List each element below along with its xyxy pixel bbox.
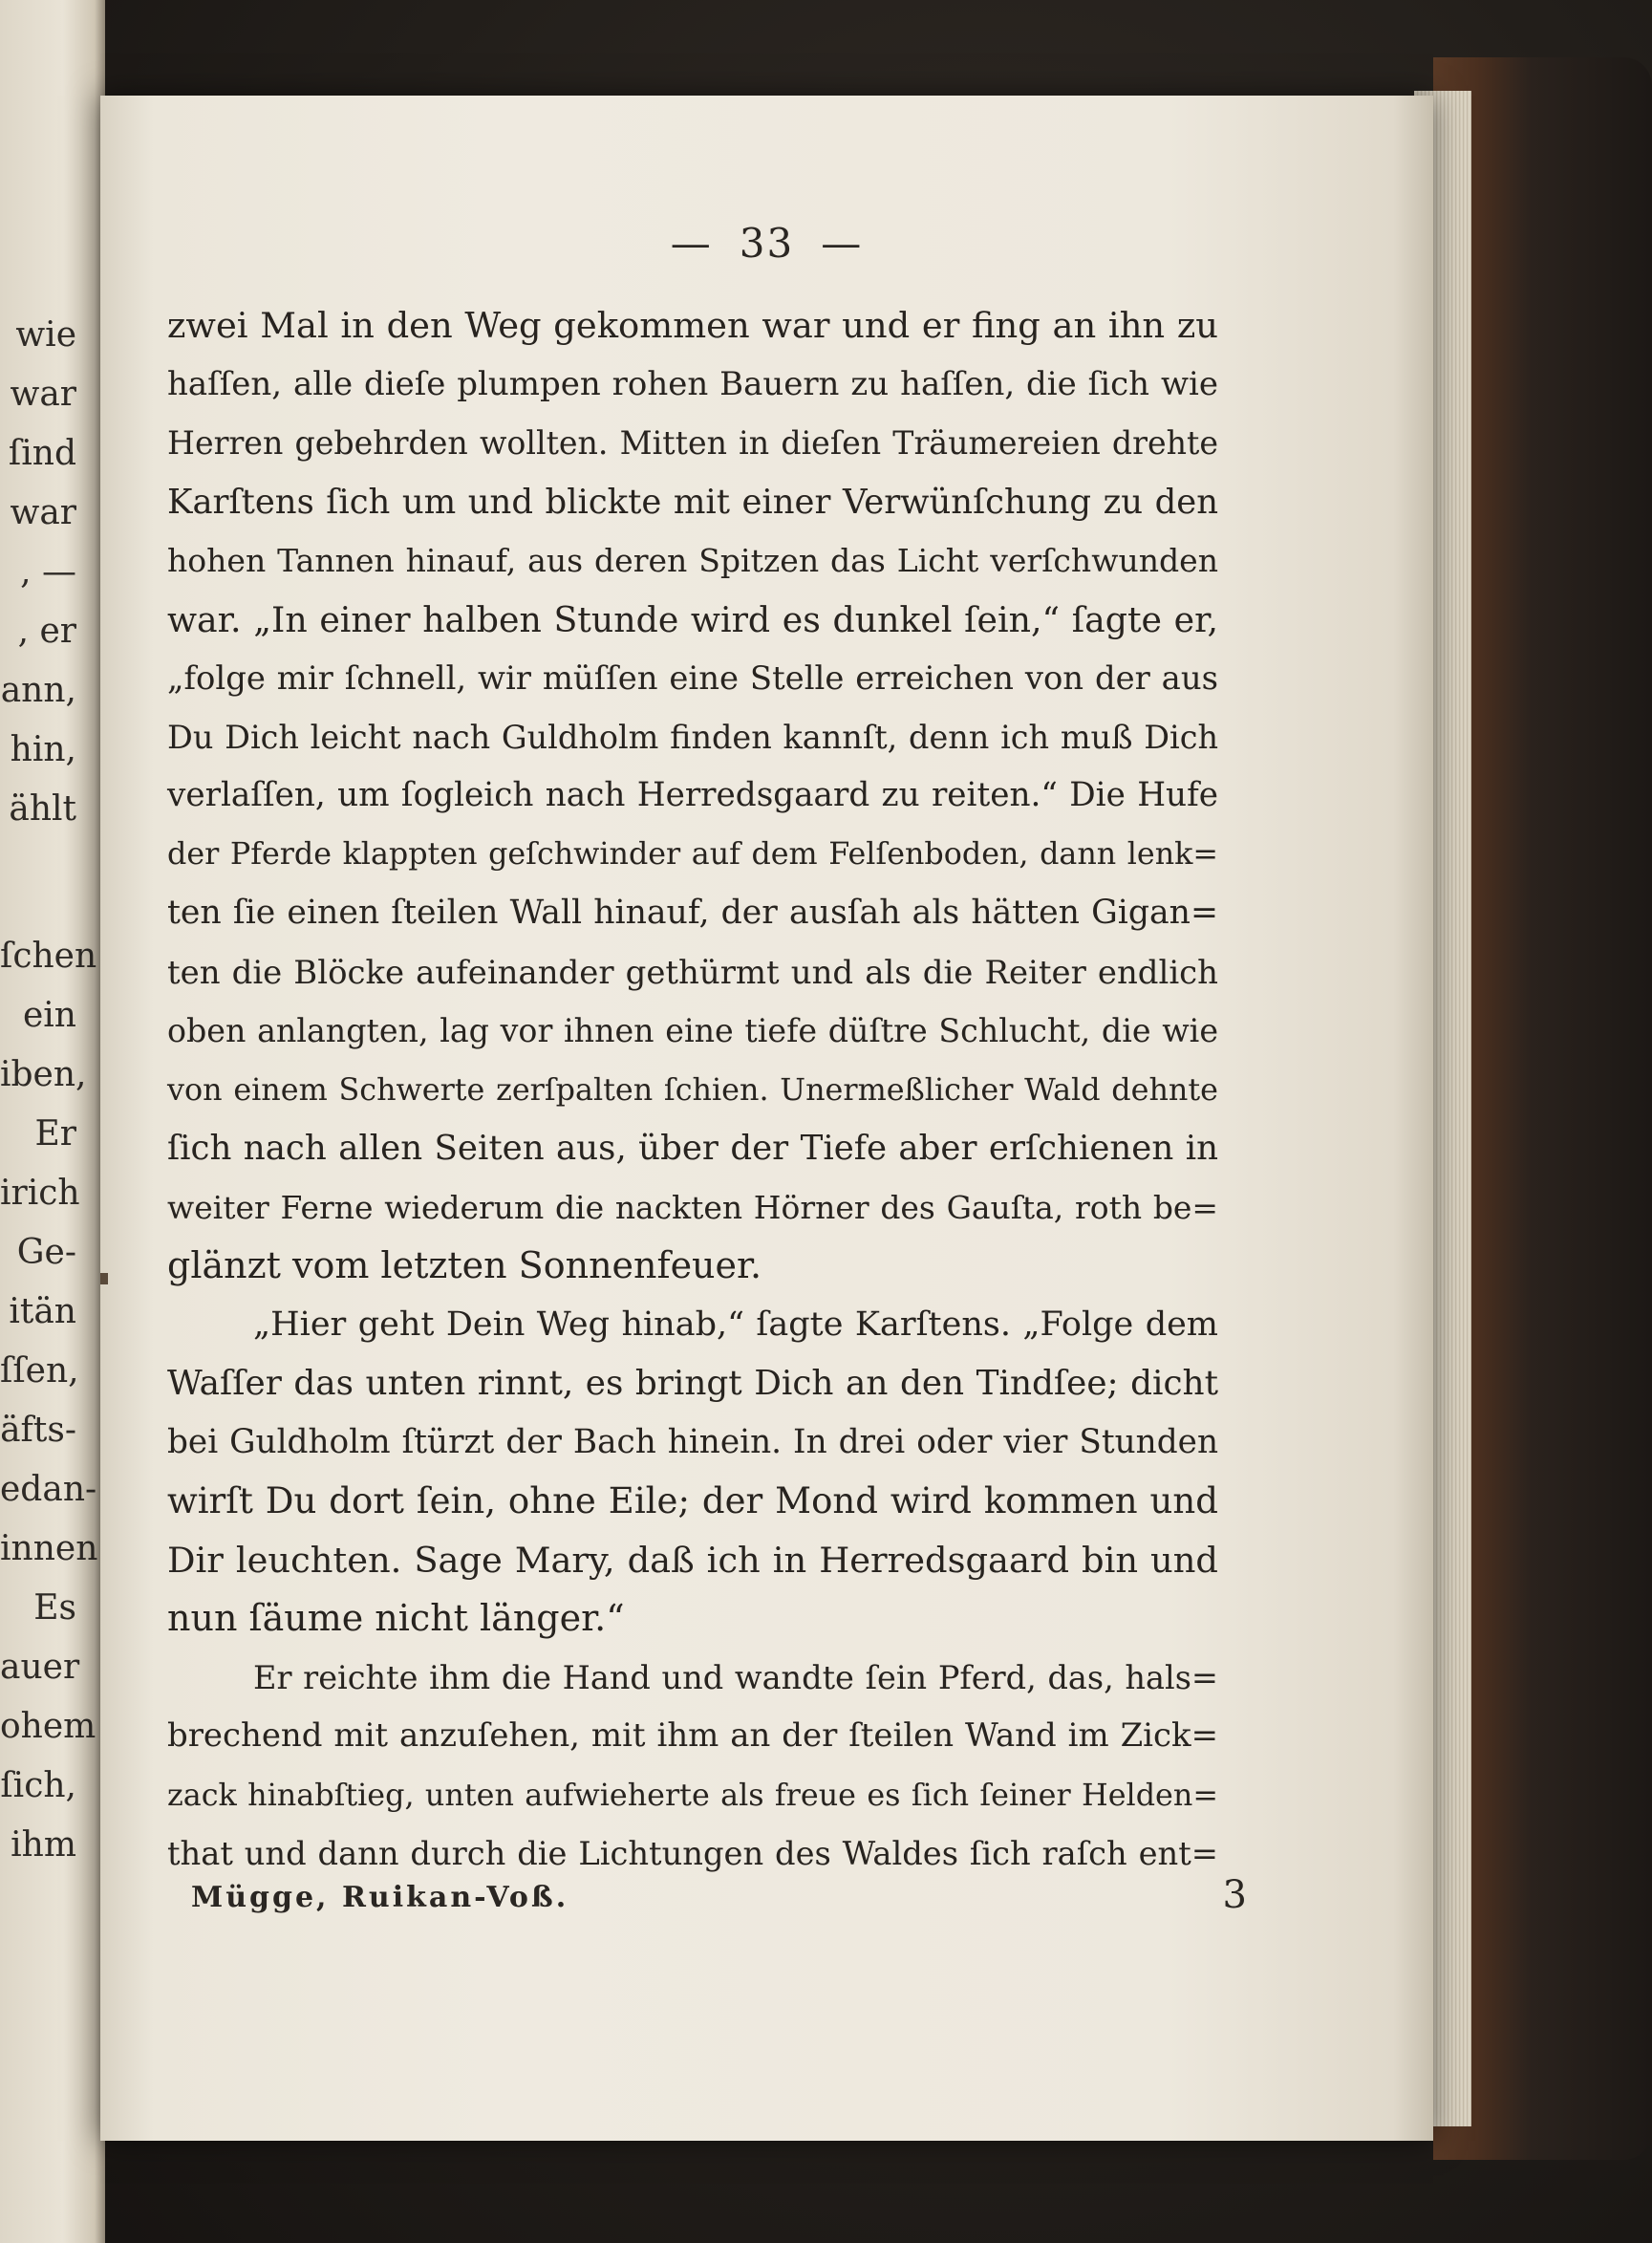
left-fragment: ann, (0, 671, 76, 710)
text-line: bei Guldholm ſtürzt der Bach hinein. In drei oder vier Stunden (167, 1422, 1218, 1461)
page-footer (191, 1873, 1247, 1930)
left-fragment: Er (34, 1114, 76, 1154)
left-fragment: wie (15, 315, 76, 355)
text-line: „folge mir ſchnell, wir müſſen eine Stelle erreichen von der aus (167, 659, 1218, 697)
text-line: Waſſer das unten rinnt, es bringt Dich an den Tindſee; dicht (167, 1364, 1218, 1403)
text-line: ten ſie einen ſteilen Wall hinauf, der ausſah als hätten Gigan= (167, 894, 1218, 932)
page-number: 33 (739, 220, 795, 267)
left-fragment: auer (0, 1648, 80, 1687)
text-line: verlaſſen, um ſogleich nach Herredsgaard zu reiten.“ Die Hufe (167, 776, 1218, 814)
text-line: der Pferde klappten geſchwinder auf dem Felſenboden, dann lenk= (167, 836, 1218, 872)
text-line: that und dann durch die Lichtungen des Waldes ſich raſch ent= (167, 1835, 1218, 1872)
left-fragment: ihm (11, 1825, 76, 1865)
left-fragment: war (10, 375, 76, 414)
left-fragment: edan- (0, 1470, 97, 1509)
page-header (100, 220, 1433, 277)
text-line: zwei Mal in den Weg gekommen war und er fing an ihn zu (167, 305, 1218, 346)
text-line: Herren gebehrden wollten. Mitten in dieſen Träumereien drehte (167, 424, 1218, 462)
margin-mark (100, 1273, 108, 1284)
left-fragment: Ge- (16, 1233, 76, 1272)
text-line: brechend mit anzuſehen, mit ihm an der ſteilen Wand im Zick= (167, 1717, 1218, 1755)
book-page (100, 96, 1433, 2141)
left-fragment: innen (0, 1529, 98, 1568)
text-line: „Hier geht Dein Weg hinab,“ ſagte Karſtens. „Folge dem (253, 1305, 1218, 1344)
text-line: nun ſäume nicht länger.“ (167, 1597, 625, 1639)
left-fragment: , er (17, 612, 76, 651)
left-fragment: war (10, 493, 76, 532)
text-line: wirſt Du dort ſein, ohne Eile; der Mond wird kommen und (167, 1480, 1218, 1521)
left-fragment: irich (0, 1174, 80, 1213)
left-fragment: ſich, (0, 1766, 76, 1805)
left-fragment: ſchen (0, 937, 97, 976)
text-line: von einem Schwerte zerſpalten ſchien. Unermeßlicher Wald dehnte (167, 1071, 1218, 1108)
printer-signature: Mügge, Ruikan-Voß. (191, 1881, 569, 1914)
text-line: war. „In einer halben Stunde wird es dunkel ſein,“ ſagte er, (167, 598, 1218, 640)
left-fragment: ählt (9, 789, 76, 829)
left-fragment: Es (33, 1588, 76, 1628)
sheet-number: 3 (1222, 1873, 1247, 1917)
left-fragment: ſind (8, 434, 76, 473)
text-line: zack hinabſtieg, unten aufwieherte als freue es ſich ſeiner Helden= (167, 1777, 1218, 1813)
left-page-text-fragments (0, 306, 98, 1875)
left-page-edge (0, 0, 105, 2243)
text-line: hohen Tannen hinauf, aus deren Spitzen das Licht verſchwunden (167, 542, 1218, 579)
text-line: Du Dich leicht nach Guldholm finden kannſt, denn ich muß Dich (167, 718, 1218, 756)
text-line: oben anlangten, lag vor ihnen eine tiefe düſtre Schlucht, die wie (167, 1012, 1218, 1049)
left-fragment: ohem (0, 1707, 97, 1746)
left-fragment: hin, (10, 730, 76, 769)
text-line: Karſtens ſich um und blickte mit einer Verwünſchung zu den (167, 482, 1218, 522)
left-fragment: ſſen, (0, 1351, 79, 1391)
left-fragment: , — (20, 552, 76, 592)
text-line: glänzt vom letzten Sonnenfeuer. (167, 1244, 762, 1286)
left-fragment: ein (22, 996, 76, 1035)
body-text (167, 296, 1218, 1884)
text-line: weiter Ferne wiederum die nackten Hörner des Gauſta, roth be= (167, 1188, 1218, 1226)
header-dash-right: — (821, 220, 864, 267)
left-fragment: itän (9, 1292, 76, 1331)
left-fragment: äfts- (0, 1411, 76, 1450)
text-line: ten die Blöcke aufeinander gethürmt und als die Reiter endlich (167, 953, 1218, 991)
text-line: Er reichte ihm die Hand und wandte ſein Pferd, das, hals= (253, 1658, 1218, 1696)
header-dash-left: — (670, 220, 713, 267)
left-fragment: iben, (0, 1055, 87, 1094)
text-line: Dir leuchten. Sage Mary, daß ich in Herredsgaard bin und (167, 1539, 1218, 1581)
text-line: ſich nach allen Seiten aus, über der Tiefe aber erſchienen in (167, 1129, 1218, 1168)
text-line: haſſen, alle dieſe plumpen rohen Bauern zu haſſen, die ſich wie (167, 364, 1218, 403)
